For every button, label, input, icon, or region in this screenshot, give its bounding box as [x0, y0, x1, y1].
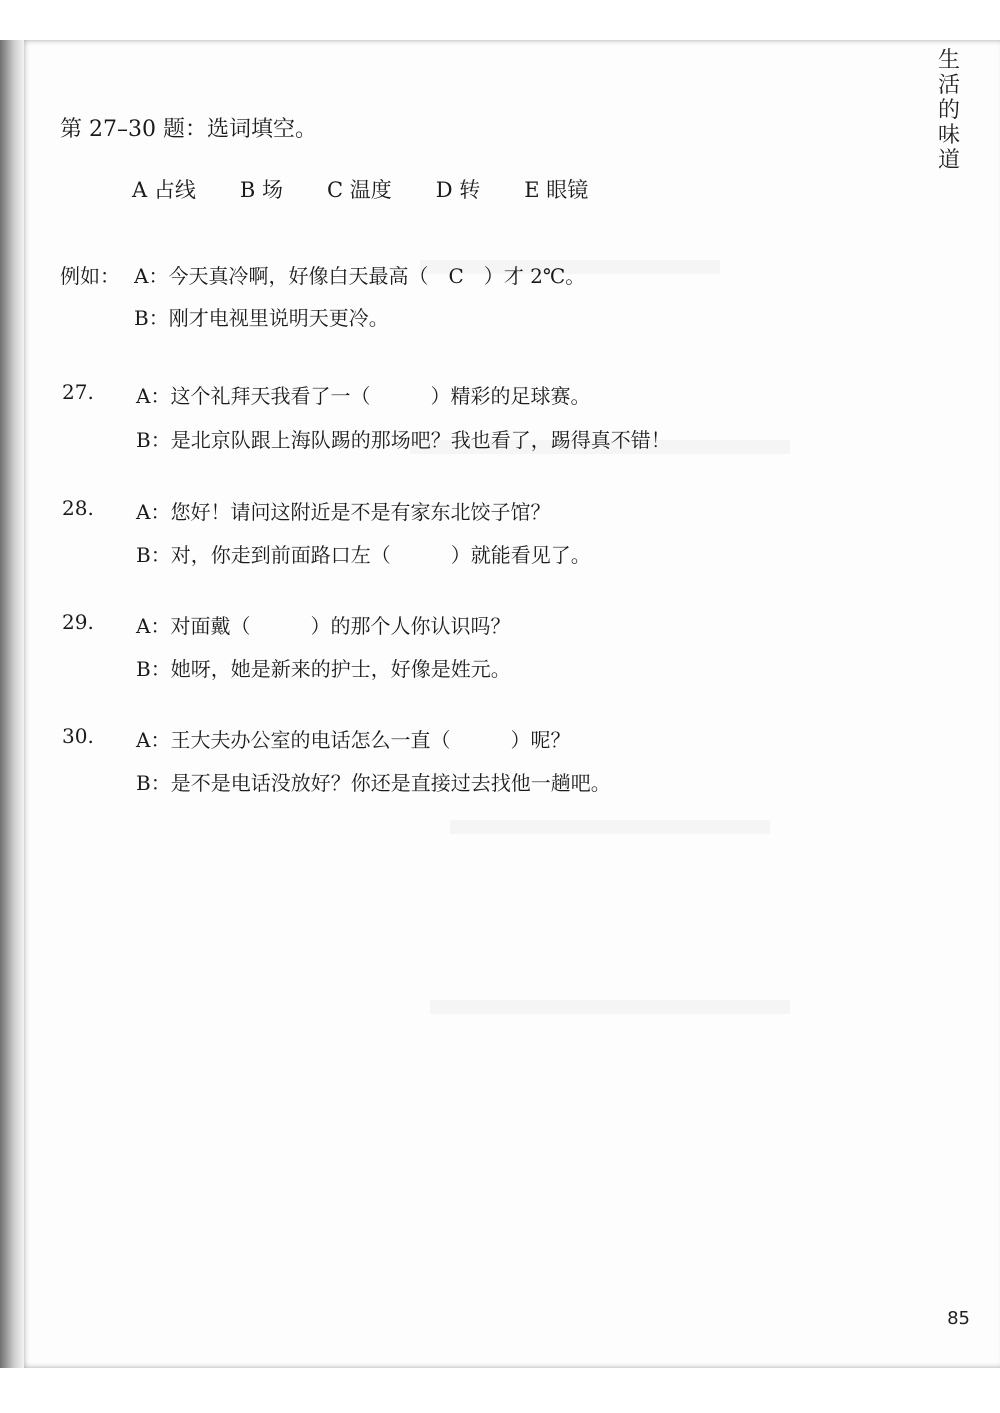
question-line-b: B：她呀，她是新来的护士，好像是姓元。	[136, 657, 511, 681]
question-line-b: B：是不是电话没放好？你还是直接过去找他一趟吧。	[136, 771, 611, 795]
question-line-a: A：这个礼拜天我看了一（ ）精彩的足球赛。	[136, 384, 591, 408]
section-title-char: 活	[937, 73, 960, 98]
word-option: D 转	[435, 178, 481, 202]
word-option: B 场	[239, 178, 283, 202]
example-line-b: B：刚才电视里说明天更冷。	[134, 306, 389, 330]
question-number: 30.	[62, 724, 94, 748]
example-line-a: A：今天真冷啊，好像白天最高（ C ）才 2℃。	[134, 264, 586, 288]
instruction-heading: 第 27–30 题：选词填空。	[60, 117, 317, 142]
question-line-b: B：对，你走到前面路口左（ ）就能看见了。	[136, 543, 591, 567]
page-number: 85	[947, 1308, 970, 1329]
question-number: 28.	[62, 496, 94, 520]
section-title-char: 的	[937, 98, 960, 123]
section-title-char: 生	[937, 48, 960, 73]
question-line-a: A：对面戴（ ）的那个人你认识吗？	[136, 614, 511, 638]
question-line-b: B：是北京队跟上海队踢的那场吧？我也看了，踢得真不错！	[136, 428, 671, 452]
question-number: 29.	[62, 610, 94, 634]
word-option: E 眼镜	[524, 178, 589, 202]
question-number: 27.	[62, 380, 94, 404]
section-title-char: 道	[937, 148, 960, 173]
section-title-vertical	[936, 48, 962, 173]
book-gutter-shadow	[0, 40, 24, 1368]
word-option: C 温度	[326, 178, 392, 202]
word-options	[132, 174, 632, 204]
question-line-a: A：您好！请问这附近是不是有家东北饺子馆？	[136, 500, 551, 524]
question-line-a: A：王大夫办公室的电话怎么一直（ ）呢？	[136, 728, 571, 752]
example-label: 例如：	[60, 264, 120, 288]
section-title-char: 味	[937, 123, 960, 148]
page-sheet	[20, 40, 1000, 1368]
word-option: A 占线	[132, 178, 196, 202]
